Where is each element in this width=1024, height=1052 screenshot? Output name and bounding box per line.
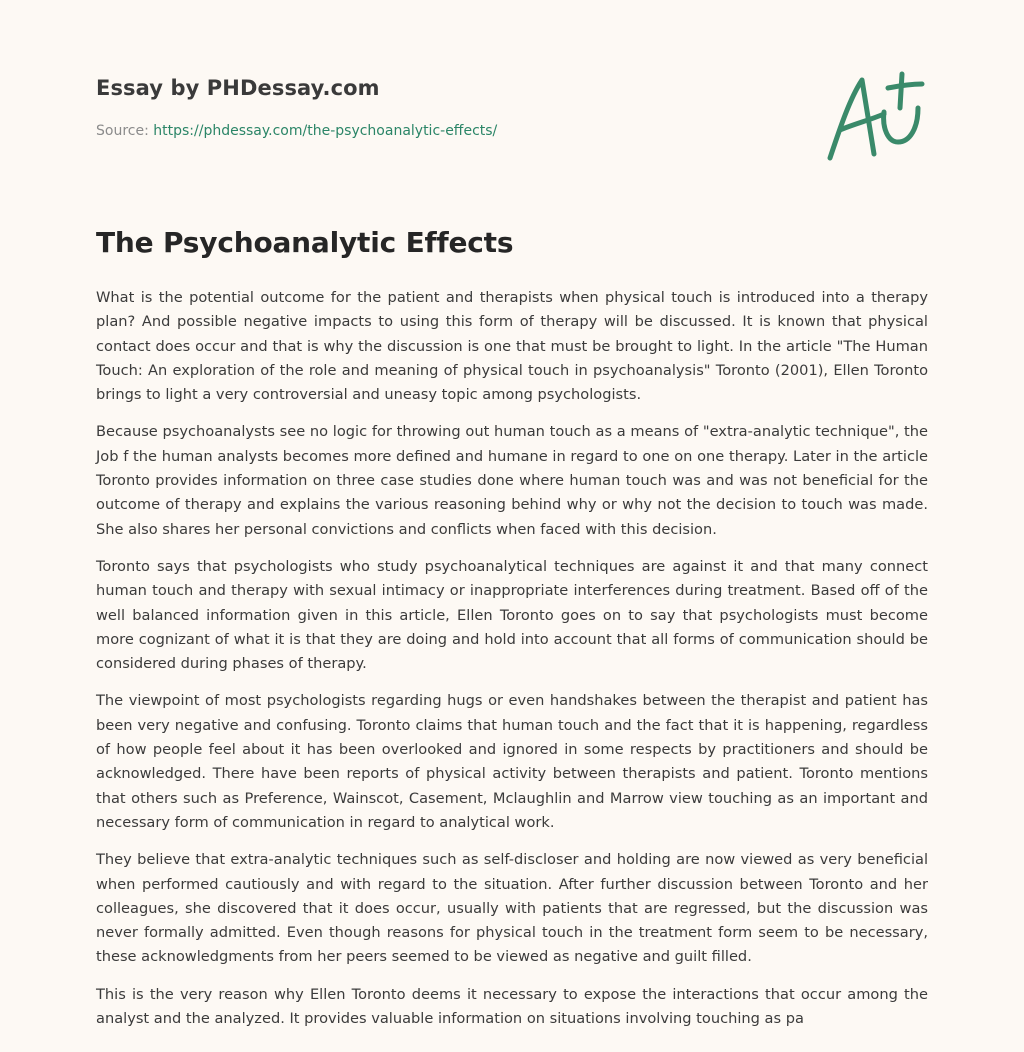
source-line — [96, 123, 497, 139]
paragraph: They believe that extra-analytic techniques such as self-discloser and holding are now viewed as very beneficial when performed cautiously and with regard to the situation. After further discussion between Toronto and her colleagues, she discovered that it does occur, usually with patients that are regressed, but the discussion was never formally admitted. Even though reasons for physical touch in the treatment form seem to be necessary, these acknowledgments from her peers seemed to be viewed as negative and guilt filled. — [96, 851, 928, 966]
source-link[interactable]: https://phdessay.com/the-psychoanalytic-effects/ — [153, 123, 498, 139]
brand-title: Essay by PHDessay.com — [96, 76, 380, 100]
article-title: The Psychoanalytic Effects — [96, 226, 514, 259]
article-body — [96, 286, 928, 1044]
a-plus-grade-icon — [826, 68, 930, 164]
paragraph: What is the potential outcome for the patient and therapists when physical touch is introduced into a therapy plan? And possible negative impacts to using this form of therapy will be discussed. It is known that physical contact does occur and that is why the discussion is one that must be brought to light. In the article "The Human Touch: An exploration of the role and meaning of physical touch in psychoanalysis" Toronto (2001), Ellen Toronto brings to light a very controversial and uneasy topic among psychologists. — [96, 289, 928, 404]
paragraph: Because psychoanalysts see no logic for throwing out human touch as a means of "extra-analytic technique", the Job f the human analysts becomes more defined and humane in regard to one on one therapy. Later in the article Toronto provides information on three case studies done where human touch was and was not beneficial for the outcome of therapy and explains the various reasoning behind why or why not the decision to touch was made. She also shares her personal convictions and conflicts when faced with this decision. — [96, 423, 928, 538]
paragraph: Toronto says that psychologists who study psychoanalytical techniques are against it and that many connect human touch and therapy with sexual intimacy or inappropriate interferences during treatment. Based off of the well balanced information given in this article, Ellen Toronto goes on to say that psychologists must become more cognizant of what it is that they are doing and hold into account that all forms of communication should be considered during phases of therapy. — [96, 557, 928, 673]
paragraph: This is the very reason why Ellen Toronto deems it necessary to expose the interactions that occur among the analyst and the analyzed. It provides valuable information on situations involving touching as pa — [96, 985, 928, 1028]
paragraph: The viewpoint of most psychologists regarding hugs or even handshakes between the therapist and patient has been very negative and confusing. Toronto claims that human touch and the fact that it is happening, regardless of how people feel about it has been overlooked and ignored in some respects by practitioners and should be acknowledged. There have been reports of physical activity between therapists and patient. Toronto mentions that others such as Preference, Wainscot, Casement, Mclaughlin and Marrow view touching as an important and necessary form of communication in regard to analytical work. — [96, 692, 928, 831]
source-label: Source: — [96, 123, 149, 139]
